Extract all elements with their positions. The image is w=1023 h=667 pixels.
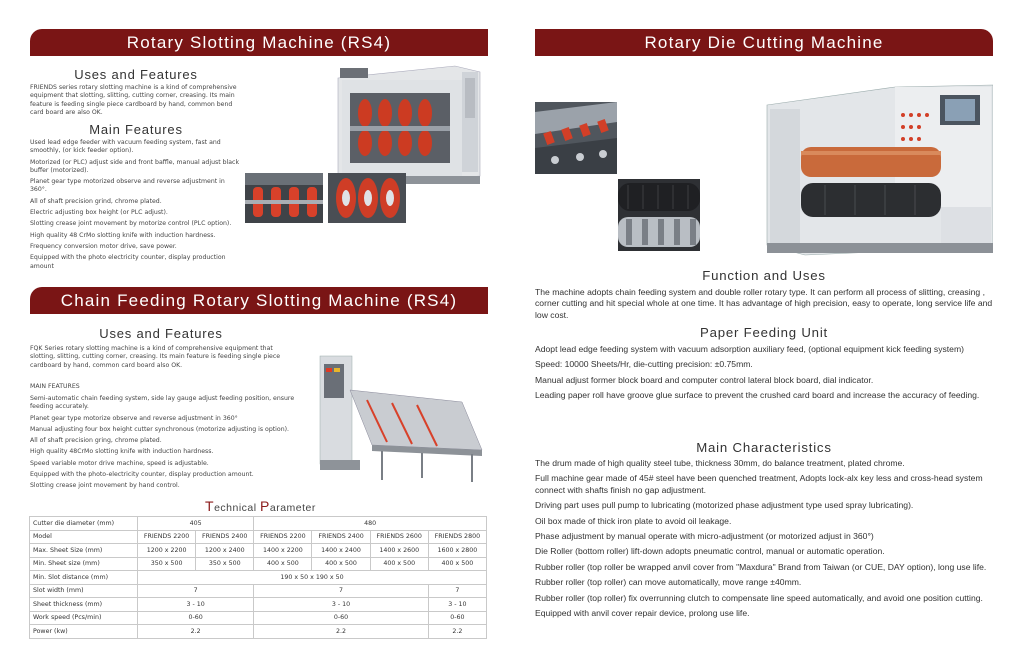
table-cell: 7 bbox=[138, 584, 254, 598]
rs4-detail-photo-left bbox=[245, 173, 323, 223]
table-cell: 2.2 bbox=[254, 625, 428, 639]
list-item: Equipped with the photo electricity counter, display production amount bbox=[30, 254, 226, 270]
table-cell: 0-60 bbox=[254, 611, 428, 625]
table-row bbox=[30, 530, 487, 544]
table-cell: 400 x 500 bbox=[370, 557, 428, 571]
die-detail-photo-top bbox=[535, 102, 617, 174]
chain-main-label: MAIN FEATURES bbox=[30, 383, 80, 390]
chain-uses-title: Uses and Features bbox=[99, 326, 223, 341]
table-cell: 1200 x 2400 bbox=[196, 544, 254, 558]
tech-title-cap1: T bbox=[205, 498, 215, 514]
table-row bbox=[30, 611, 487, 625]
list-item: Speed variable motor drive machine, speed is adjustable. bbox=[30, 459, 209, 467]
list-item: High quality 48CrMo slotting knife with induction hardness. bbox=[30, 448, 214, 456]
table-cell: FRIENDS 2400 bbox=[196, 530, 254, 544]
list-item: Equipped with the photo-electricity counter, display production amount. bbox=[30, 471, 254, 479]
table-cell: 350 x 500 bbox=[138, 557, 196, 571]
table-row bbox=[30, 625, 487, 639]
die-banner: Rotary Die Cutting Machine bbox=[535, 29, 993, 56]
table-cell: 1600 x 2800 bbox=[428, 544, 486, 558]
table-cell: 1400 x 2400 bbox=[312, 544, 370, 558]
chain-banner: Chain Feeding Rotary Slotting Machine (RS4) bbox=[30, 287, 488, 314]
tech-title-cap2: P bbox=[260, 498, 270, 514]
list-item: Planet gear type motorize observe and reverse adjustment in 360° bbox=[30, 414, 238, 422]
rs4-banner: Rotary Slotting Machine (RS4) bbox=[30, 29, 488, 56]
table-cell: 400 x 500 bbox=[312, 557, 370, 571]
list-item: Electric adjusting box height (or PLC adjust). bbox=[30, 209, 168, 217]
chain-uses-text: FQK Series rotary slotting machine is a kind of comprehensive equipment that slotting, slitting, cutting corner, creasing. Its main feature is feeding single piece cardboard by hand, common card board also OK. bbox=[30, 345, 281, 369]
tech-parameter-title bbox=[205, 498, 316, 514]
table-cell: 3 - 10 bbox=[138, 598, 254, 612]
list-item: Oil box made of thick iron plate to avoid oil leakage. bbox=[535, 515, 732, 526]
table-cell: FRIENDS 2200 bbox=[254, 530, 312, 544]
table-row-label: Power (kw) bbox=[30, 625, 138, 639]
list-item: Rubber roller (top roller be wrapped anvil cover from "Maxdura" Brand from Taiwan (or CUE, DAY option), long use life. bbox=[535, 561, 987, 572]
list-item: Semi-automatic chain feeding system, side lay gauge adjust feeding position, ensure feeding accurately. bbox=[30, 395, 295, 411]
table-cell: 2.2 bbox=[138, 625, 254, 639]
chain-feature-list bbox=[30, 395, 295, 494]
main-characteristics-list bbox=[535, 458, 995, 623]
list-item: Frequency conversion motor drive, save power. bbox=[30, 242, 177, 250]
table-cell: 400 x 500 bbox=[254, 557, 312, 571]
die-detail-photo-bottom bbox=[618, 179, 700, 251]
table-row bbox=[30, 598, 487, 612]
rs4-detail-photo-right bbox=[328, 173, 406, 223]
list-item: Used lead edge feeder with vacuum feeding system, fast and smoothly, (or kick feeder option). bbox=[30, 139, 221, 155]
function-title: Function and Uses bbox=[702, 268, 826, 283]
table-row-label: Work speed (Pcs/min) bbox=[30, 611, 138, 625]
list-item: Driving part uses pull pump to lubricating (motorized phase adjustment type used spray lubricating). bbox=[535, 500, 914, 511]
table-cell: 480 bbox=[254, 517, 487, 531]
chain-machine-photo bbox=[312, 350, 490, 490]
list-item: Manual adjust former block board and computer control lateral block board, dial indicator. bbox=[535, 374, 874, 385]
table-cell: 2.2 bbox=[428, 625, 486, 639]
rs4-feature-list bbox=[30, 139, 242, 274]
list-item: High quality 48 CrMo slotting knife with induction hardness. bbox=[30, 231, 216, 239]
table-cell: 7 bbox=[428, 584, 486, 598]
table-cell: 400 x 500 bbox=[428, 557, 486, 571]
list-item: Rubber roller (top roller) fix overrunning clutch to compensate line speed automatically, and avoid one position cutting. bbox=[535, 592, 983, 603]
list-item: Motorized (or PLC) adjust side and front baffle, manual adjust black buffer (motorized). bbox=[30, 158, 240, 174]
list-item: Phase adjustment by manual operate with micro-adjustment (or motorized adjust in 360°) bbox=[535, 531, 874, 542]
table-row bbox=[30, 544, 487, 558]
list-item: Slotting crease joint movement by hand control. bbox=[30, 482, 180, 490]
table-row-label: Min. Slot distance (mm) bbox=[30, 571, 138, 585]
tech-title-rest2: arameter bbox=[269, 502, 316, 514]
rs4-main-title: Main Features bbox=[89, 122, 183, 137]
paper-feeding-title: Paper Feeding Unit bbox=[699, 325, 829, 340]
rs4-uses-text: FRIENDS series rotary slotting machine is a kind of comprehensive equipment that slotting, slitting, cutting corner, creasing. Its main feature is feeding single piece cardboard by hand, common bend card board are also OK. bbox=[30, 84, 237, 116]
table-row bbox=[30, 584, 487, 598]
list-item: Slotting crease joint movement by motorize control (PLC option). bbox=[30, 220, 232, 228]
table-cell: 405 bbox=[138, 517, 254, 531]
list-item: Leading paper roll have groove glue surface to prevent the crushed card board and increase the accuracy of feeding. bbox=[535, 390, 980, 401]
list-item: Adopt lead edge feeding system with vacuum adsorption auxiliary feed, (optional equipment kick feeding system) bbox=[535, 344, 964, 354]
table-row-label: Slot width (mm) bbox=[30, 584, 138, 598]
table-cell: 7 bbox=[254, 584, 428, 598]
table-cell: FRIENDS 2200 bbox=[138, 530, 196, 544]
table-row-label: Sheet thickness (mm) bbox=[30, 598, 138, 612]
table-cell: 3 - 10 bbox=[428, 598, 486, 612]
table-row bbox=[30, 557, 487, 571]
list-item: Rubber roller (top roller) can move automatically, move range ±40mm. bbox=[535, 577, 802, 588]
table-row-label: Cutter die diameter (mm) bbox=[30, 517, 138, 531]
list-item: Equipped with anvil cover repair device, prolong use life. bbox=[535, 608, 750, 619]
table-row-label: Max. Sheet Size (mm) bbox=[30, 544, 138, 558]
function-text: The machine adopts chain feeding system and double roller rotary type. It can perform all process of slitting, creasing , corner cutting and hit special whole at one time. It has advantage of high precision, easy to operate, long service life and low cost. bbox=[535, 287, 993, 320]
list-item: Die Roller (bottom roller) lift-down adopts pneumatic control, manual or automatic operation. bbox=[535, 546, 885, 557]
table-cell: FRIENDS 2600 bbox=[370, 530, 428, 544]
list-item: Manual adjusting four box height cutter synchronous (motorize adjusting is option). bbox=[30, 425, 289, 433]
table-row bbox=[30, 571, 487, 585]
table-cell: 0-60 bbox=[428, 611, 486, 625]
table-cell: FRIENDS 2800 bbox=[428, 530, 486, 544]
rs4-uses-title: Uses and Features bbox=[74, 67, 198, 82]
main-characteristics-title: Main Characteristics bbox=[696, 440, 832, 455]
die-machine-photo bbox=[765, 75, 993, 257]
tech-title-rest1: echnical bbox=[214, 502, 261, 514]
table-cell: 1400 x 2200 bbox=[254, 544, 312, 558]
list-item: The drum made of high quality steel tube, thickness 30mm, do balance treatment, plated chrome. bbox=[535, 458, 905, 468]
table-cell: FRIENDS 2400 bbox=[312, 530, 370, 544]
list-item: Planet gear type motorized observe and reverse adjustment in 360°. bbox=[30, 178, 225, 194]
table-row-label: Model bbox=[30, 530, 138, 544]
list-item: Speed: 10000 Sheets/Hr, die-cutting precision: ±0.75mm. bbox=[535, 359, 753, 370]
paper-feeding-list bbox=[535, 344, 995, 406]
table-cell: 190 x 50 x 190 x 50 bbox=[138, 571, 487, 585]
table-row bbox=[30, 517, 487, 531]
tech-parameter-table bbox=[29, 516, 487, 639]
table-row-label: Min. Sheet size (mm) bbox=[30, 557, 138, 571]
table-cell: 3 - 10 bbox=[254, 598, 428, 612]
list-item: All of shaft precision gring, chrome plated. bbox=[30, 437, 162, 445]
table-cell: 350 x 500 bbox=[196, 557, 254, 571]
table-cell: 1200 x 2200 bbox=[138, 544, 196, 558]
table-cell: 1400 x 2600 bbox=[370, 544, 428, 558]
table-cell: 0-60 bbox=[138, 611, 254, 625]
list-item: All of shaft precision grind, chrome plated. bbox=[30, 197, 162, 205]
list-item: Full machine gear made of 45# steel have been quenched treatment, Adopts lock-alx key less and cross-head system connect with shafts finish no gap adjustment. bbox=[535, 473, 983, 495]
